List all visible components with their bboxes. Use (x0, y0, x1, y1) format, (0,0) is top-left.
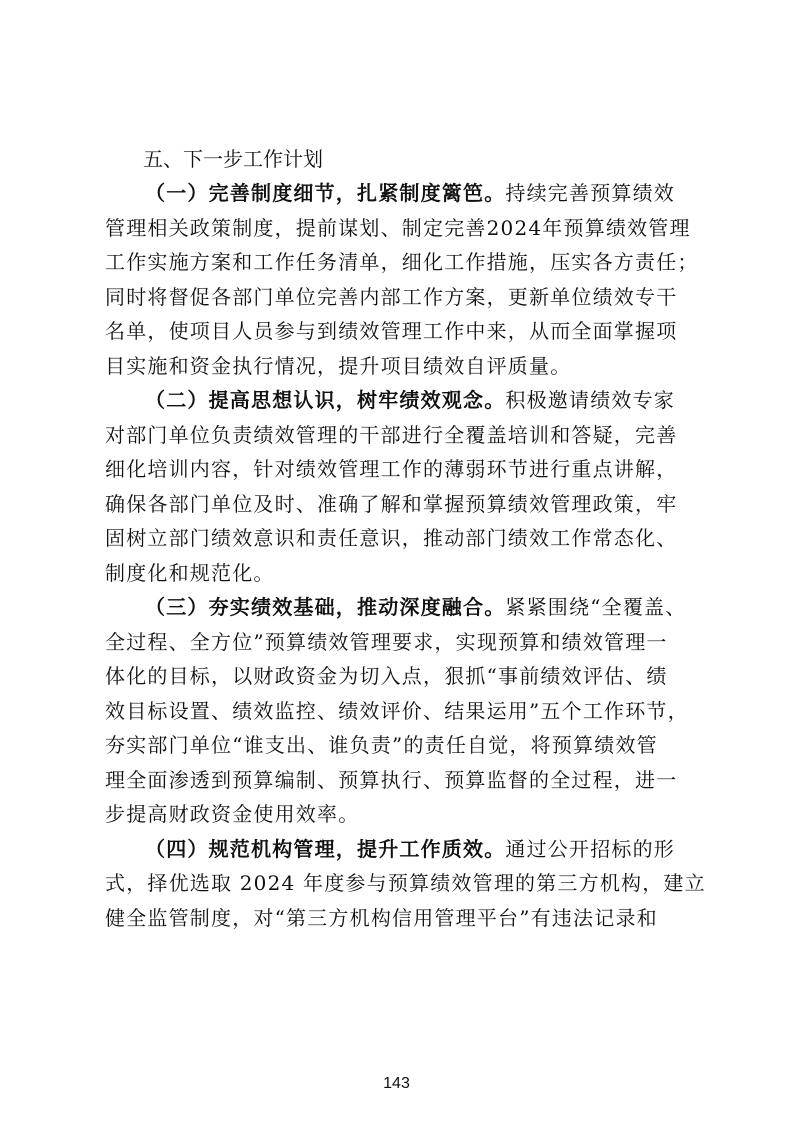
paragraph-line: 步提高财政资金使用效率。 (105, 802, 360, 826)
paragraph-line: 全过程、全方位”预算绩效管理要求，实现预算和绩效管理一 (105, 629, 668, 654)
paragraph-line: 理全面渗透到预算编制、预算执行、预算监督的全过程，进一 (105, 767, 678, 792)
paragraph-text: 积极邀请绩效专家 (505, 388, 676, 412)
paragraph-line: 目实施和资金执行情况，提升项目绩效自评质量。 (105, 353, 572, 378)
body-text (105, 142, 706, 935)
paragraph-line: 工作实施方案和工作任务清单，细化工作措施，压实各方责任； (105, 250, 699, 274)
paragraph-line (105, 832, 693, 867)
paragraph-line: 固树立部门绩效意识和责任意识，推动部门绩效工作常态化、 (105, 526, 678, 550)
paragraph-line (105, 383, 693, 418)
paragraph-line: 细化培训内容，针对绩效管理工作的薄弱环节进行重点讲解， (105, 457, 678, 481)
paragraph-line: 同时将督促各部门单位完善内部工作方案，更新单位绩效专干 (105, 284, 678, 309)
paragraph-line: 名单，使项目人员参与到绩效管理工作中来，从而全面掌握项 (105, 319, 678, 343)
paragraph-line: 对部门单位负责绩效管理的干部进行全覆盖培训和答疑，完善 (105, 422, 678, 447)
paragraph-line: 式，择优选取 2024 年度参与预算绩效管理的第三方机构，建立 (105, 871, 706, 895)
section-heading: 五、下一步工作计划 (143, 147, 323, 171)
paragraph-lead: （一）完善制度细节，扎紧制度篱笆。 (145, 181, 506, 205)
paragraph-line: 夯实部门单位“谁支出、谁负责”的责任自觉，将预算绩效管 (105, 733, 658, 757)
paragraph-line (105, 176, 693, 211)
paragraph-text: 通过公开招标的形 (505, 836, 676, 861)
paragraph-line: 效目标设置、绩效监控、绩效评价、结果运用”五个工作环节， (105, 698, 689, 723)
paragraph-text: 持续完善预算绩效 (505, 181, 676, 205)
paragraph-line (105, 590, 693, 625)
paragraph-line: 确保各部门单位及时、准确了解和掌握预算绩效管理政策，牢 (105, 491, 678, 516)
paragraph-line: 制度化和规范化。 (105, 560, 275, 585)
page-number: 143 (383, 1075, 410, 1092)
paragraph-lead: （三）夯实绩效基础，推动深度融合。 (145, 595, 506, 619)
paragraph-lead: （二）提高思想认识，树牢绩效观念。 (145, 388, 506, 412)
paragraph-text: 紧紧围绕“全覆盖、 (505, 595, 687, 619)
paragraph-line: 健全监管制度，对“第三方机构信用管理平台”有违法记录和 (105, 905, 658, 930)
paragraph-line: 管理相关政策制度，提前谋划、制定完善2024年预算绩效管理 (105, 215, 691, 240)
paragraph-line: 体化的目标，以财政资金为切入点，狠抓“事前绩效评估、绩 (105, 664, 668, 688)
paragraph-lead: （四）规范机构管理，提升工作质效。 (145, 836, 506, 861)
